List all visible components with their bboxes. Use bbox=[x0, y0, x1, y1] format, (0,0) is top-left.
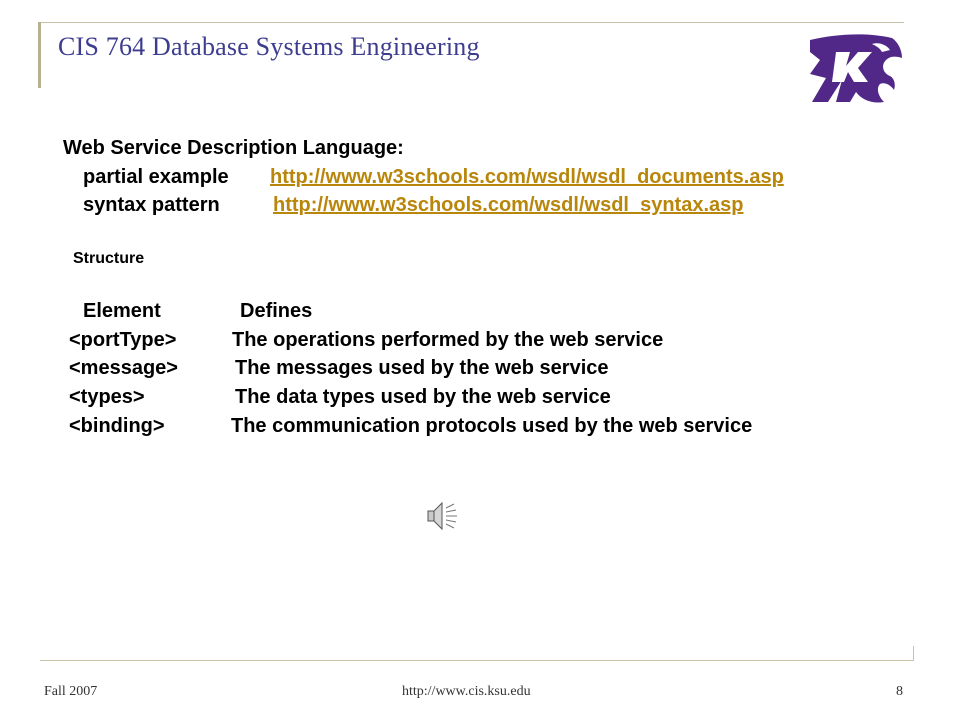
table-row bbox=[69, 329, 909, 355]
element-definition: The communication protocols used by the web service bbox=[231, 415, 753, 437]
header-defines: Defines bbox=[240, 300, 313, 322]
footer-page-number: 8 bbox=[896, 684, 903, 699]
header-side-rule bbox=[38, 22, 41, 88]
header-rule bbox=[40, 22, 904, 23]
reference-link-wsdl-syntax[interactable]: http://www.w3schools.com/wsdl/wsdl_syntax.asp bbox=[273, 194, 744, 216]
structure-label: Structure bbox=[73, 250, 145, 267]
element-definition: The operations performed by the web service bbox=[232, 329, 664, 351]
footer-date: Fall 2007 bbox=[44, 684, 98, 699]
reference-link-wsdl-documents[interactable]: http://www.w3schools.com/wsdl/wsdl_documents.asp bbox=[270, 166, 784, 188]
header-element: Element bbox=[83, 300, 161, 322]
footer-url: http://www.cis.ksu.edu bbox=[402, 684, 531, 699]
table-row bbox=[69, 386, 909, 412]
element-name: <types> bbox=[69, 386, 145, 408]
reference-row-syntax-pattern bbox=[83, 194, 903, 220]
k-state-wildcat-logo-icon bbox=[806, 30, 904, 106]
speaker-icon[interactable] bbox=[424, 498, 460, 534]
reference-row-partial-example bbox=[83, 166, 903, 192]
section-heading: Web Service Description Language: bbox=[63, 137, 404, 159]
element-name: <binding> bbox=[69, 415, 165, 437]
table-row bbox=[69, 357, 909, 383]
slide-title: CIS 764 Database Systems Engineering bbox=[58, 32, 480, 61]
table-header bbox=[83, 300, 483, 326]
element-definition: The messages used by the web service bbox=[235, 357, 609, 379]
element-definition: The data types used by the web service bbox=[235, 386, 611, 408]
element-name: <portType> bbox=[69, 329, 177, 351]
element-name: <message> bbox=[69, 357, 178, 379]
reference-label: syntax pattern bbox=[83, 194, 220, 216]
reference-label: partial example bbox=[83, 166, 229, 188]
table-row bbox=[69, 415, 929, 441]
footer-rule bbox=[40, 660, 914, 661]
footer-rule-tick bbox=[913, 646, 914, 661]
